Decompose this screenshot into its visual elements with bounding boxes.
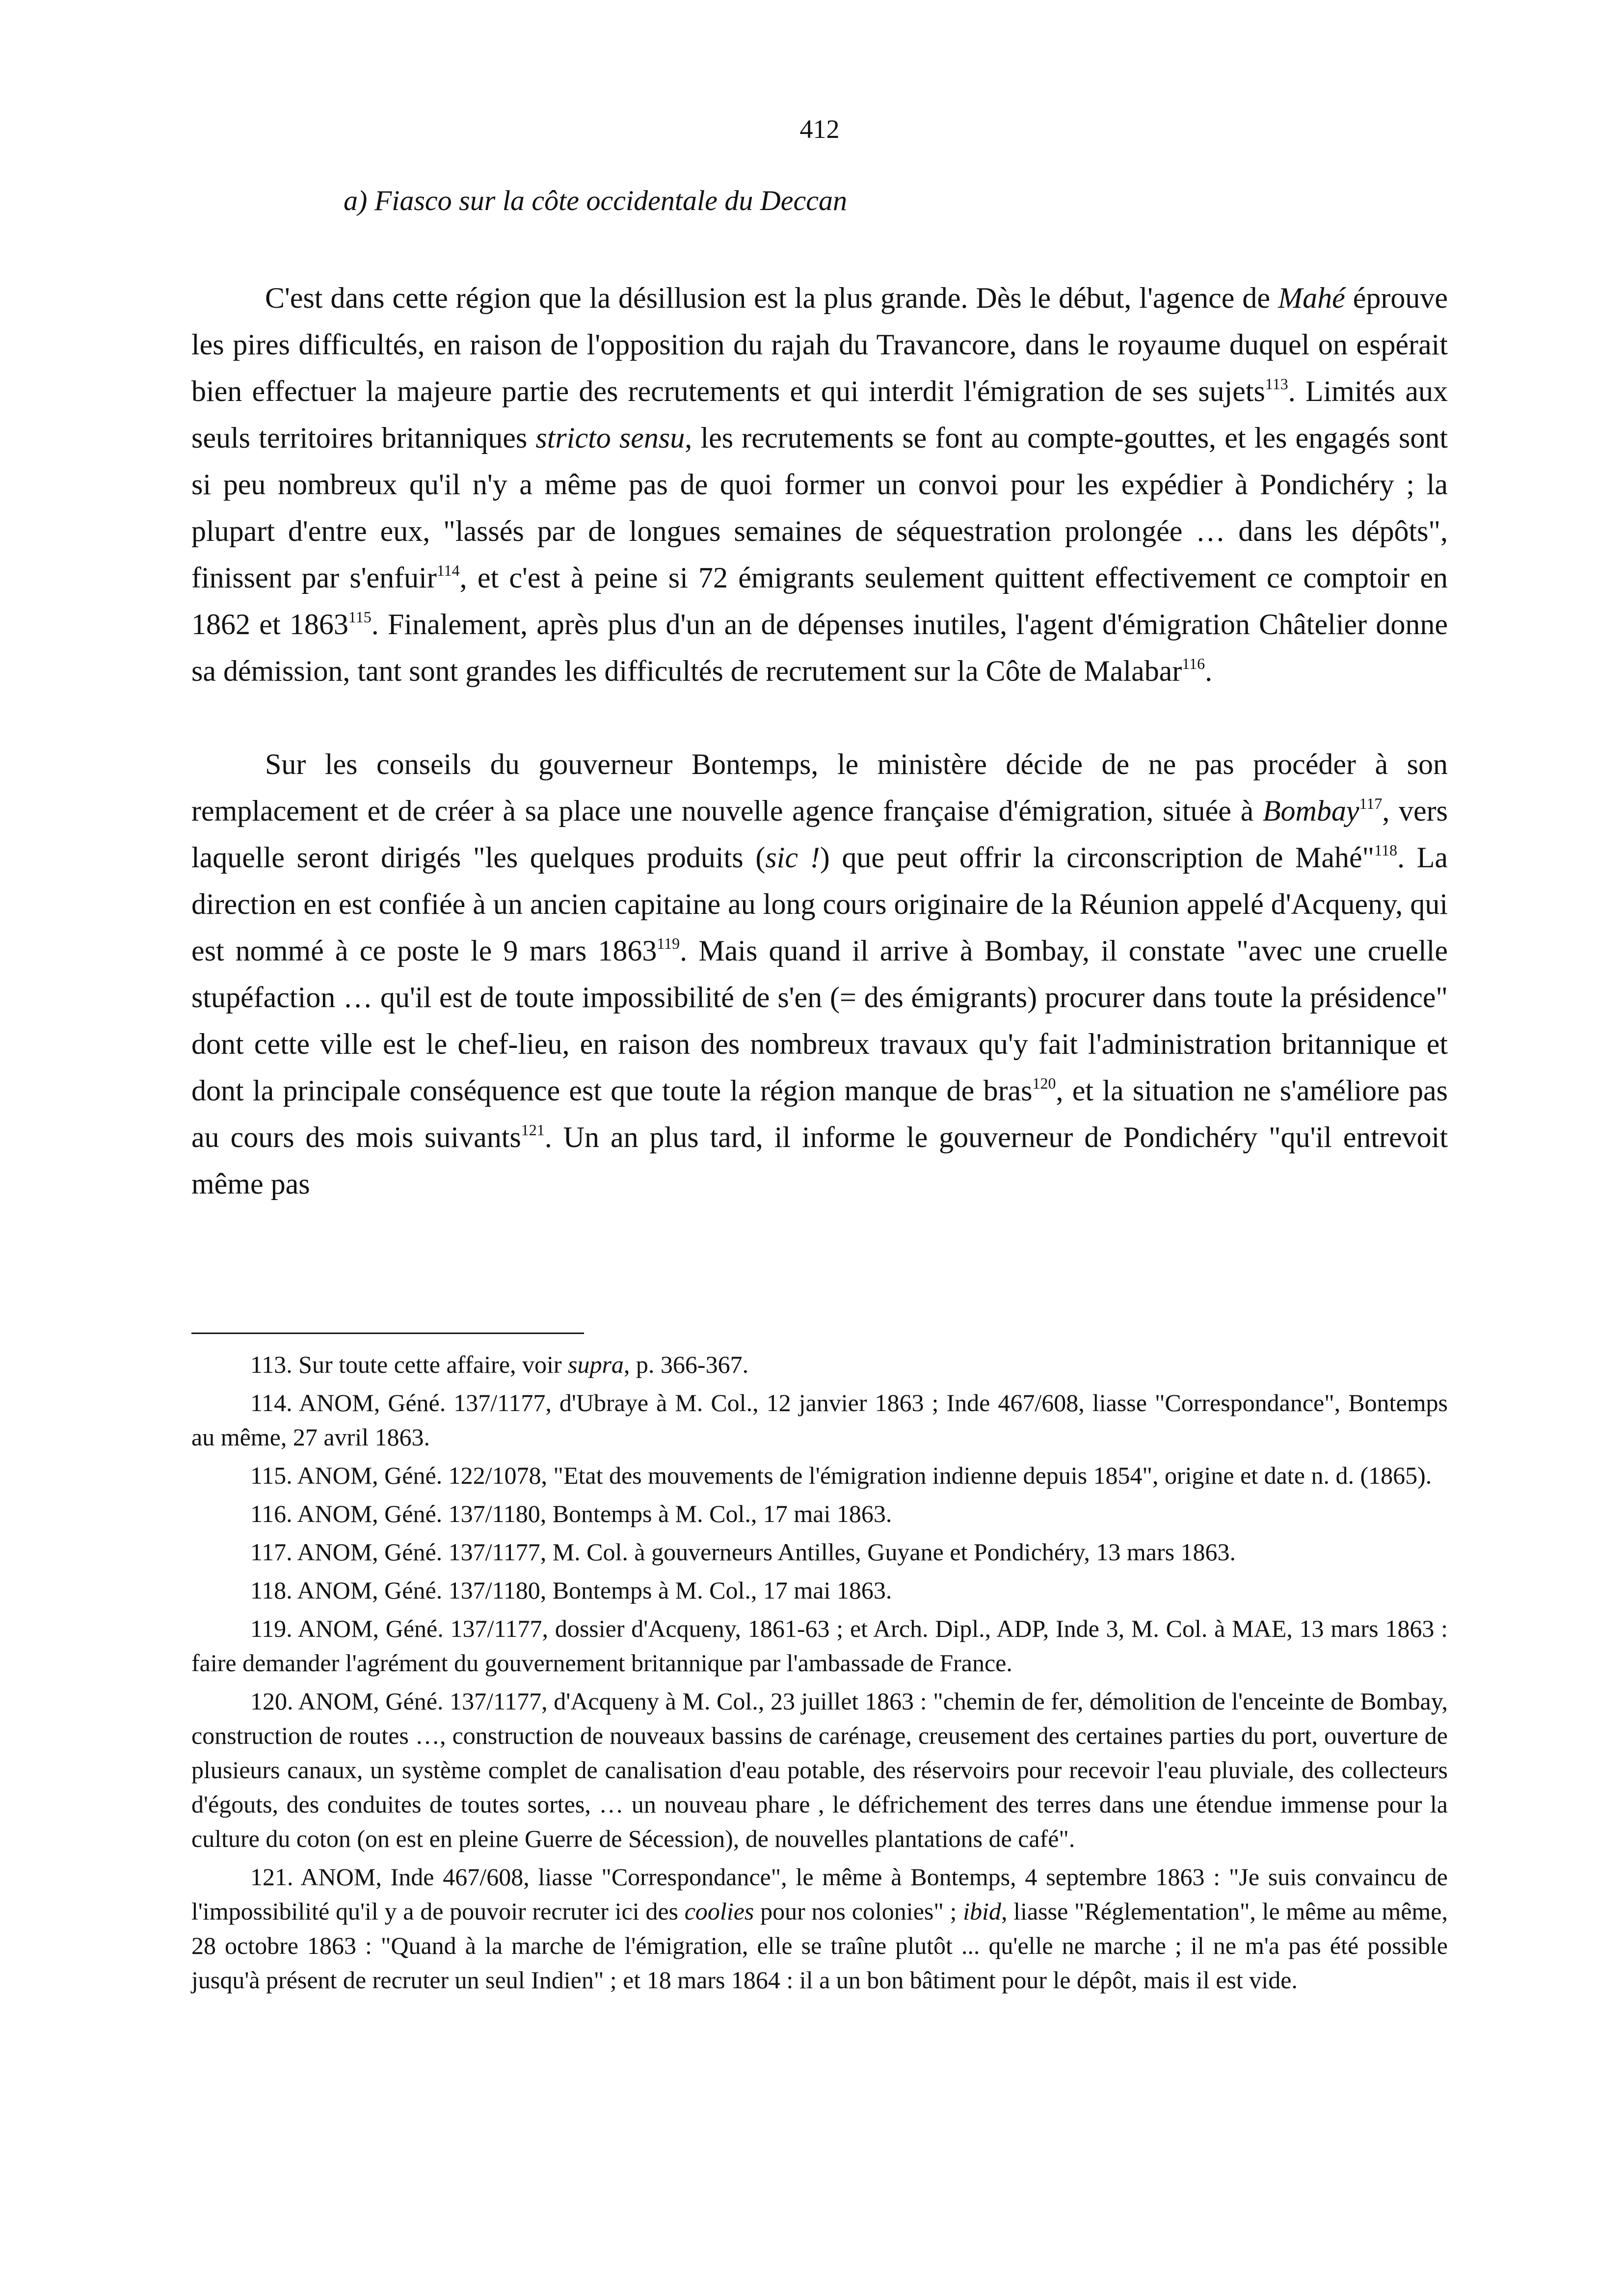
footnote [191, 1573, 1448, 1607]
text-run: Mahé [1278, 282, 1345, 314]
document-page [191, 0, 1448, 2296]
paragraph [191, 275, 1448, 694]
text-run: 120. ANOM, Géné. 137/1177, d'Acqueny à M. Col., 23 juillet 1863 : "chemin de fer, démolition de l'enceinte de Bombay, construction de routes …, construction de nouveaux bassins de carénage, creusement des certaines parties du port, ouverture de plusieurs canaux, un système complet de canalisation d'eau potable, des réservoirs pour recevoir l'eau pluviale, des collecteurs d'égouts, des conduites de toutes sortes, … un nouveau phare , le défrichement des terres dans une étendue immense pour la culture du coton (on est en pleine Guerre de Sécession), de nouvelles plantations de café". [191, 1687, 1448, 1852]
footnote-reference: 119 [657, 934, 680, 952]
text-run: C'est dans cette région que la désillusion est la plus grande. Dès le début, l'agence de [265, 282, 1278, 314]
page-number: 412 [799, 114, 840, 144]
text-run: . [1205, 655, 1213, 687]
text-run: 115. ANOM, Géné. 122/1078, "Etat des mouvements de l'émigration indienne depuis 1854", origine et date n. d. (1865). [250, 1462, 1432, 1489]
footnote-reference: 114 [436, 561, 460, 579]
footnote-reference: 118 [1374, 841, 1397, 859]
footnote [191, 1386, 1448, 1454]
footnote [191, 1496, 1448, 1531]
footnote [191, 1347, 1448, 1382]
text-run: , les recrutements se font au compte-gouttes, et les engagés sont si peu nombreux qu'il n'y a même pas de quoi former un convoi pour les expédier à Pondichéry ; la plupart d'entre eux, "lassés par de longues semaines de séquestration prolongée … dans les dépôts", finissent par s'enfuir [191, 422, 1448, 594]
text-run: éprouve les pires difficultés, en raison de l'opposition du rajah du Travancore, dans le royaume duquel on espérait bien effectuer la majeure partie des recrutements et qui interdit l'émigration de ses sujets [191, 282, 1448, 407]
text-run: 114. ANOM, Géné. 137/1177, d'Ubraye à M. Col., 12 janvier 1863 ; Inde 467/608, liasse "Correspondance", Bontemps au même, 27 avril 1863. [191, 1389, 1448, 1451]
text-run: , et c'est à peine si 72 émigrants seulement quittent effectivement ce comptoir en 1862 et 1863 [191, 561, 1448, 641]
footnote-reference: 113 [1265, 375, 1288, 393]
footnote-reference: 117 [1359, 795, 1383, 812]
footnote-reference: 120 [1032, 1074, 1056, 1092]
footnote [191, 1684, 1448, 1856]
body-text [191, 275, 1448, 1207]
text-run: 121. ANOM, Inde 467/608, liasse "Correspondance", le même à Bontemps, 4 septembre 1863 : "Je suis convaincu de l'impossibilité qu'il y a de pouvoir recruter ici des [191, 1863, 1448, 1925]
footnotes [191, 1347, 1448, 2001]
footnote-reference: 115 [348, 608, 372, 626]
text-run: 113. Sur toute cette affaire, voir [250, 1351, 568, 1378]
text-run: 118. ANOM, Géné. 137/1180, Bontemps à M. Col., 17 mai 1863. [250, 1576, 892, 1604]
text-run: . Finalement, après plus d'un an de dépenses inutiles, l'agent d'émigration Châtelier donne sa démission, tant sont grandes les difficultés de recrutement sur la Côte de Malabar [191, 608, 1448, 687]
text-run: sic ! [765, 841, 820, 874]
text-run: Bombay [1262, 795, 1359, 827]
paragraph [191, 741, 1448, 1207]
text-run: , et la situation ne s'améliore pas au cours des mois suivants [191, 1074, 1448, 1153]
text-run: pour nos colonies" ; [754, 1897, 963, 1925]
footnote [191, 1860, 1448, 1997]
text-run: , vers laquelle seront dirigés "les quelques produits ( [191, 795, 1448, 874]
footnote [191, 1535, 1448, 1569]
text-run: 119. ANOM, Géné. 137/1177, dossier d'Acqueny, 1861-63 ; et Arch. Dipl., ADP, Inde 3, M. Col. à MAE, 13 mars 1863 : faire demander l'agrément du gouvernement britannique par l'ambassade de France. [191, 1615, 1448, 1677]
text-run: 117. ANOM, Géné. 137/1177, M. Col. à gouverneurs Antilles, Guyane et Pondichéry, 13 mars 1863. [250, 1538, 1236, 1566]
text-run: , p. 366-367. [623, 1351, 749, 1378]
text-run: . Limités aux seuls territoires britanniques [191, 375, 1448, 454]
text-run: ) que peut offrir la circonscription de Mahé" [820, 841, 1375, 874]
text-run: . La direction en est confiée à un ancien capitaine au long cours originaire de la Réunion appelé d'Acqueny, qui est nommé à ce poste le 9 mars 1863 [191, 841, 1448, 967]
text-run: coolies [684, 1897, 754, 1925]
footnote [191, 1611, 1448, 1680]
text-run: , liasse "Réglementation", le même au même, 28 octobre 1863 : "Quand à la marche de l'émigration, elle se traîne plutôt ... qu'elle ne marche ; il ne m'a pas été possible jusqu'à présent de recruter un seul Indien" ; et 18 mars 1864 : il a un bon bâtiment pour le dépôt, mais il est vide. [191, 1897, 1448, 1994]
footnote [191, 1458, 1448, 1493]
footnote-reference: 116 [1182, 655, 1205, 672]
footnote-reference: 121 [521, 1121, 545, 1139]
text-run: ibid [963, 1897, 1001, 1925]
text-run: 116. ANOM, Géné. 137/1180, Bontemps à M. Col., 17 mai 1863. [250, 1500, 892, 1527]
text-run: supra [568, 1351, 624, 1378]
text-run: . Mais quand il arrive à Bombay, il constate "avec une cruelle stupéfaction … qu'il est de toute impossibilité de s'en (= des émigrants) procurer dans toute la présidence" dont cette ville est le chef-lieu, en raison des nombreux travaux qu'y fait l'administration britannique et dont la principale conséquence est que toute la région manque de bras [191, 934, 1448, 1107]
footnote-separator [191, 1333, 584, 1334]
text-run: stricto sensu [535, 422, 685, 454]
text-run: Sur les conseils du gouverneur Bontemps, le ministère décide de ne pas procéder à son remplacement et de créer à sa place une nouvelle agence française d'émigration, située à [191, 748, 1448, 827]
section-heading: a) Fiasco sur la côte occidentale du Deccan [344, 185, 847, 216]
text-run: . Un an plus tard, il informe le gouverneur de Pondichéry "qu'il entrevoit même pas [191, 1121, 1448, 1200]
